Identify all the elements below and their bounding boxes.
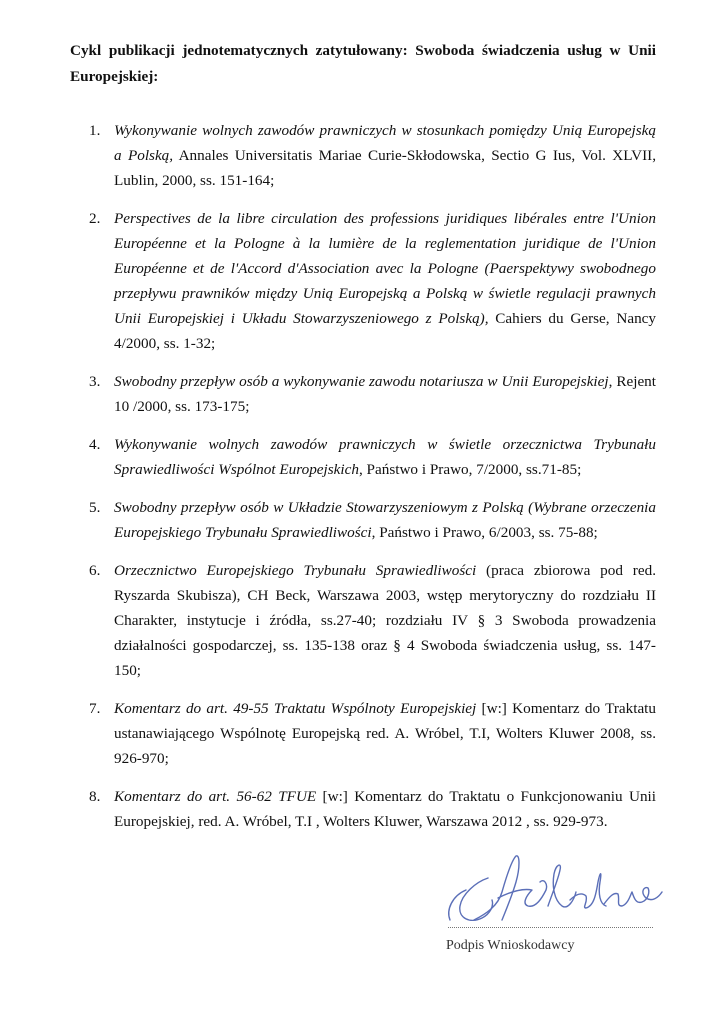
item-details: , Rejent 10 /2000, ss. 173-175; [114,373,656,415]
item-details: , Państwo i Prawo, 6/2003, ss. 75-88; [371,524,598,541]
item-title: Komentarz do art. 56-62 TFUE [114,788,317,805]
item-title: Perspectives de la libre circulation des professions juridiques libérales entre l'Union Européenne et la Pologne à la lumière de la reglementation juridique de l'Union Européenne et de l'Accord d'Association avec la Pologne (Paerspektywy swobodnego przepływu prawników między Unią Europejską a Polską w świetle regulacji prawnych Unii Europejskiej i Układu Stowarzyszeniowego z Polską), [114,210,656,327]
item-details: (praca zbiorowa pod red. Ryszarda Skubisza), CH Beck, Warszawa 2003, wstęp merytoryczny do rozdziału II Charakter, instytucje i źródła, ss.27-40; rozdziału IV § 3 Swoboda prowadzenia działalności gospodarczej, ss. 135-138 oraz § 4 Swoboda świadczenia usług, ss. 147-150; [114,562,656,679]
item-number: 2. [89,210,101,227]
item-number: 7. [89,700,101,717]
signature-line [448,927,653,928]
item-number: 4. [89,436,101,453]
item-details: Cahiers du Gerse, Nancy 4/2000, ss. 1-32; [114,310,656,352]
signature-block [436,848,666,968]
item-details: , Państwo i Prawo, 7/2000, ss.71-85; [358,461,582,478]
list-item [70,495,656,545]
document-heading: Cykl publikacji jednotematycznych zatytułowany: Swoboda świadczenia usług w Unii Europejskiej: [70,42,656,85]
item-number: 1. [89,122,101,139]
item-title: Komentarz do art. 49-55 Traktatu Wspólnoty Europejskiej [114,700,477,717]
list-item [70,369,656,419]
item-title: Swobodny przepływ osób w Układzie Stowarzyszeniowym z Polską (Wybrane orzeczenia Europejskiego Trybunału Sprawiedliwości [114,499,656,541]
item-number: 8. [89,788,101,805]
item-title: Orzecznictwo Europejskiego Trybunału Sprawiedliwości [114,562,477,579]
item-details: Annales Universitatis Mariae Curie-Skłodowska, Sectio G Ius, Vol. XLVII, Lublin, 2000, ss. 151-164; [114,147,656,189]
item-number: 5. [89,499,101,516]
list-item [70,432,656,482]
item-number: 3. [89,373,101,390]
item-title: Wykonywanie wolnych zawodów prawniczych w świetle orzecznictwa Trybunału Sprawiedliwości Wspólnot Europejskich [114,436,656,478]
publication-list [70,118,656,834]
list-item [70,118,656,193]
list-item [70,558,656,683]
list-item [70,784,656,834]
list-item [70,696,656,771]
item-details: [w:] Komentarz do Traktatu o Funkcjonowaniu Unii Europejskiej, red. A. Wróbel, T.I , Wolters Kluwer, Warszawa 2012 , ss. 929-973. [114,788,656,830]
item-title: Wykonywanie wolnych zawodów prawniczych w stosunkach pomiędzy Unią Europejską a Polską, [114,122,656,164]
signature-image [436,848,666,936]
signature-label: Podpis Wnioskodawcy [446,938,575,953]
item-details: [w:] Komentarz do Traktatu ustanawiającego Wspólnotę Europejską red. A. Wróbel, T.I, Wolters Kluwer 2008, ss. 926-970; [114,700,656,767]
list-item [70,206,656,356]
item-number: 6. [89,562,101,579]
item-title: Swobodny przepływ osób a wykonywanie zawodu notariusza w Unii Europejskiej [114,373,609,390]
